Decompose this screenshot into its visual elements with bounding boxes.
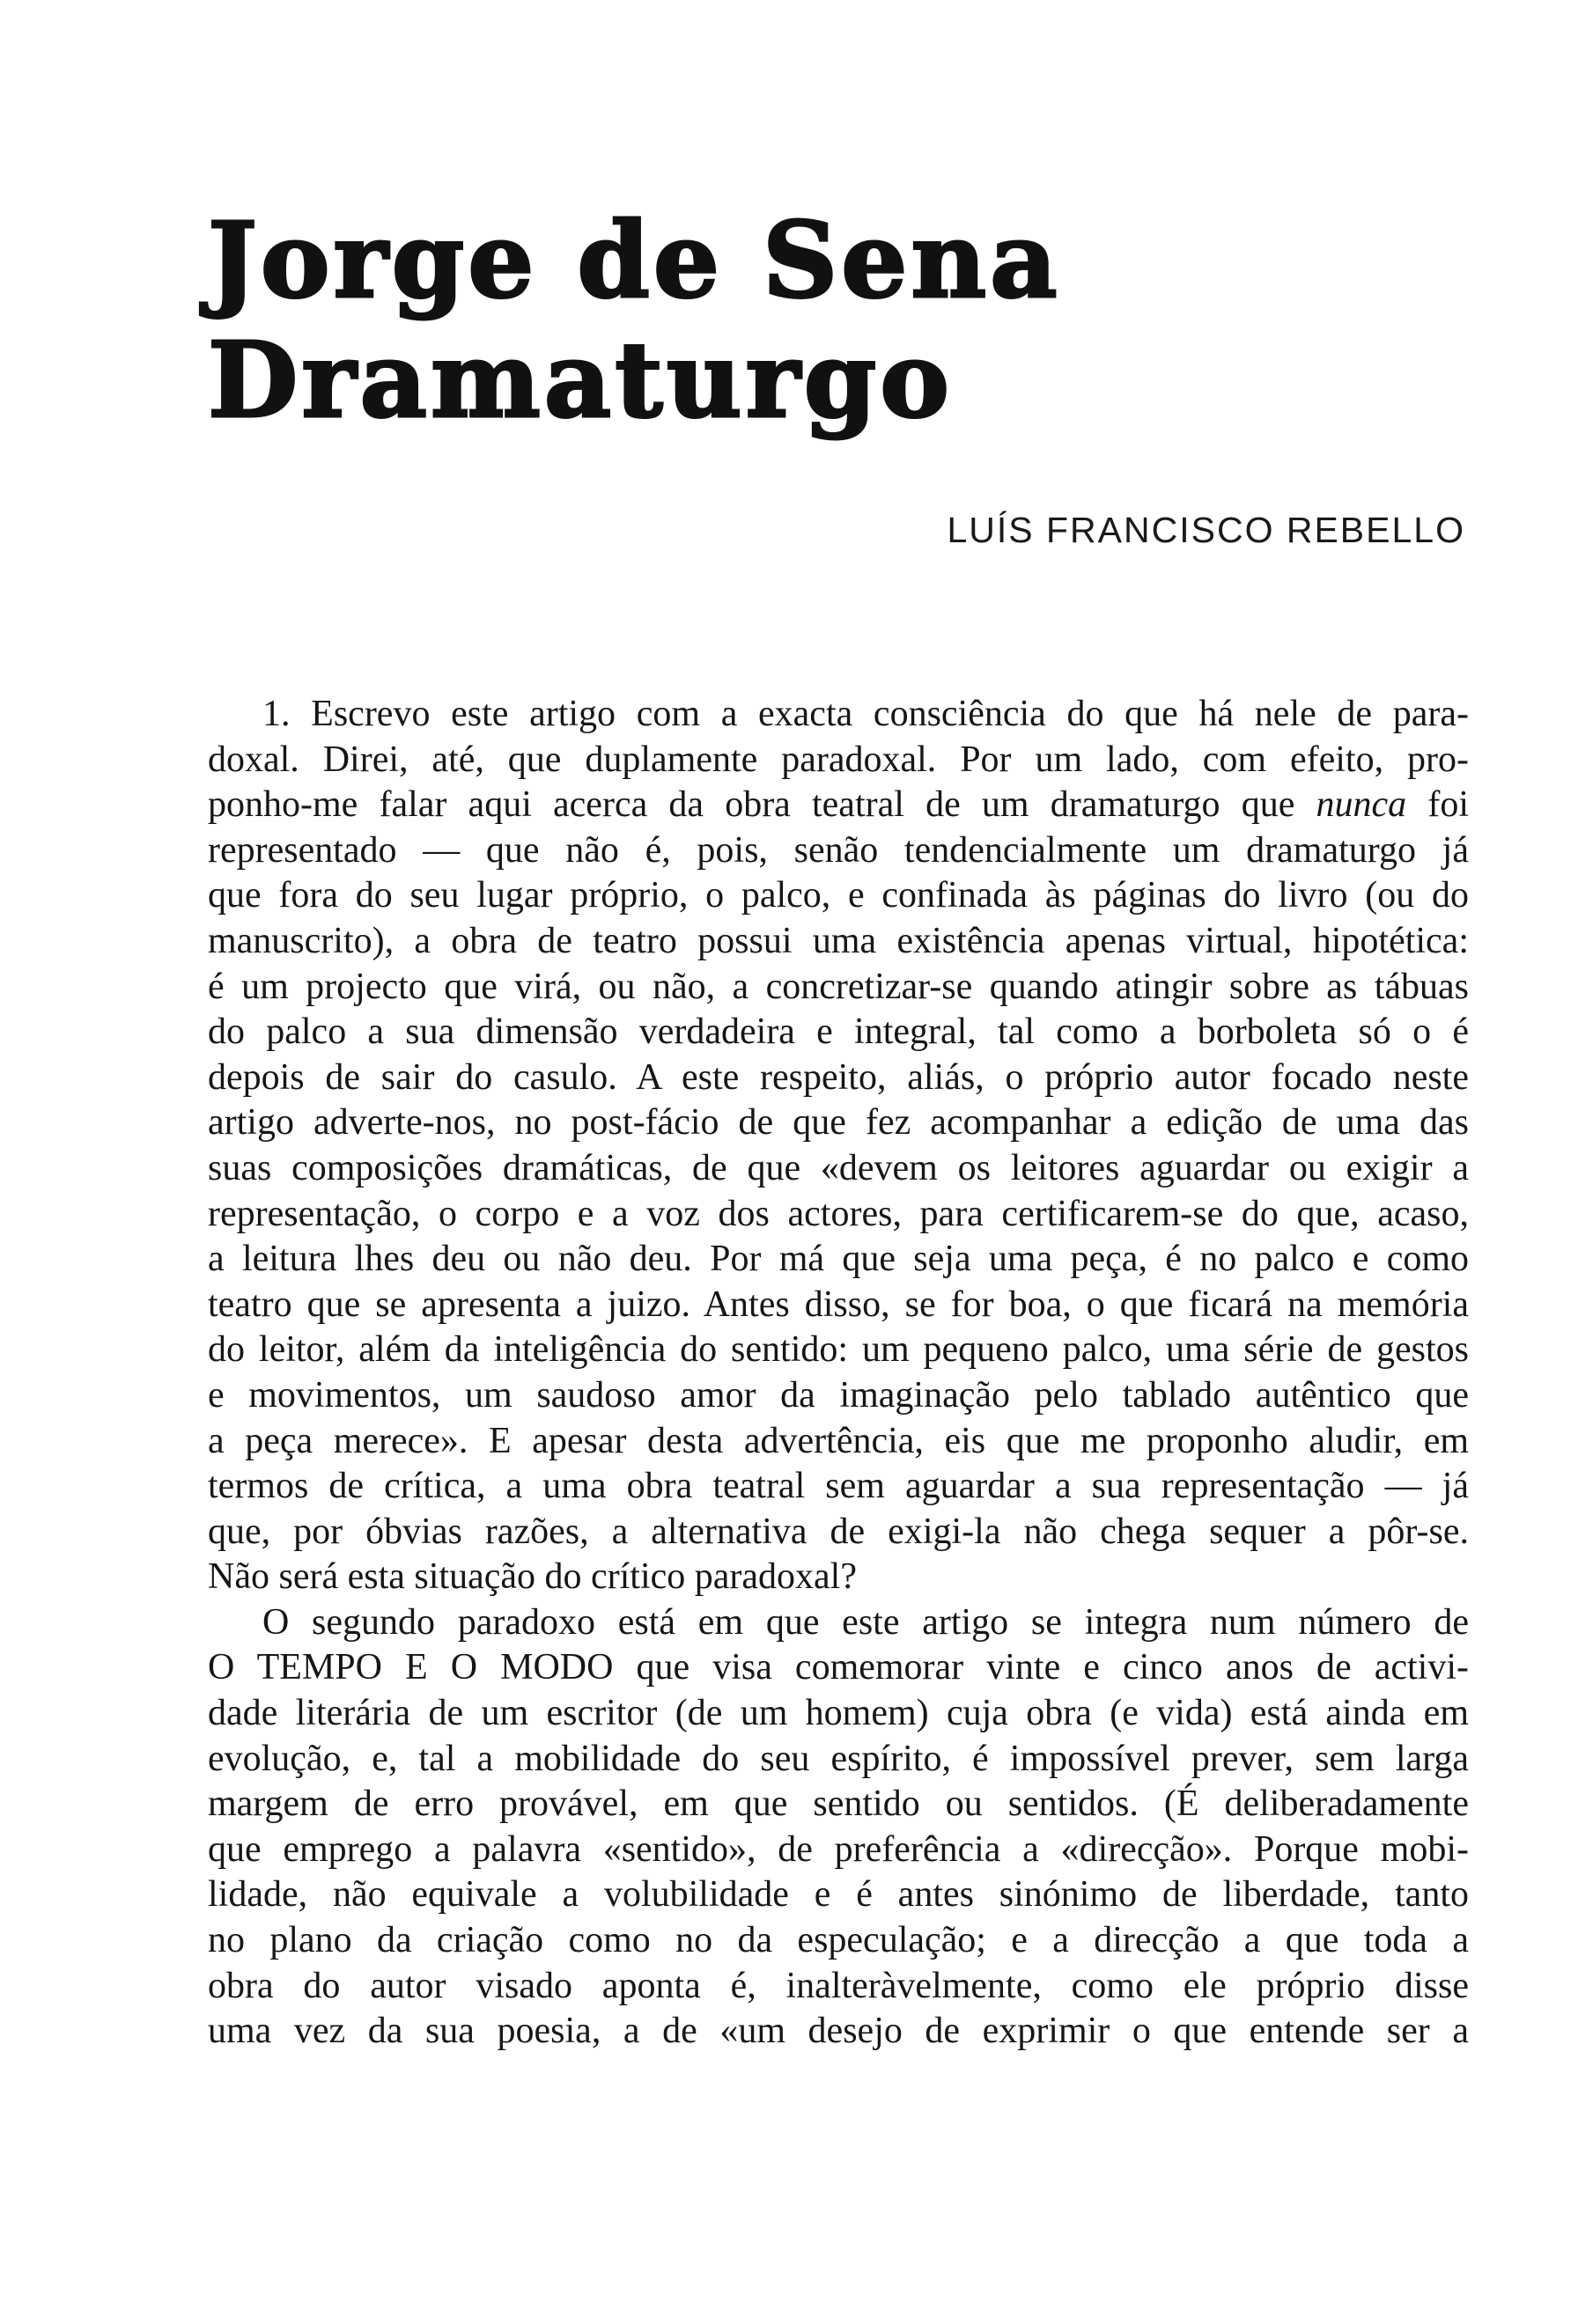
article-title-line-1: Jorge de Sena [208, 199, 1061, 321]
text-line: suas composições dramáticas, de que «devem os leitores aguardar ou exigir a [208, 1147, 1469, 1188]
article-author: LUÍS FRANCISCO REBELLO [947, 510, 1465, 550]
text-line: dade literária de um escritor (de um homem) cuja obra (e vida) está ainda em [208, 1693, 1469, 1734]
text-line: manuscrito), a obra de teatro possui uma existência apenas virtual, hipotética: [208, 920, 1469, 961]
text-line: a leitura lhes deu ou não deu. Por má que seja uma peça, é no palco e como [208, 1239, 1469, 1280]
text-line: que emprego a palavra «sentido», de preferência a «direcção». Porque mobi- [208, 1828, 1469, 1870]
text-line: representação, o corpo e a voz dos actores, para certificarem-se do que, acaso, [208, 1193, 1469, 1234]
text-line: do leitor, além da inteligência do sentido: um pequeno palco, uma série de gestos [208, 1329, 1469, 1371]
text-line: 1. Escrevo este artigo com a exacta consciência do que há nele de para- [262, 694, 1469, 734]
text-line: teatro que se apresenta a juizo. Antes disso, se for boa, o que ficará na memória [208, 1283, 1469, 1325]
article-body [208, 692, 1469, 2055]
paragraph-1 [208, 692, 1469, 1600]
text-line: artigo adverte-nos, no post-fácio de que fez acompanhar a edição de uma das [208, 1102, 1469, 1144]
article-title-line-2: Dramaturgo [208, 319, 953, 441]
paragraph-2 [208, 1600, 1469, 2055]
text-line: no plano da criação como no da especulação; e a direcção a que toda a [208, 1920, 1469, 1961]
text-line: que, por óbvias razões, a alternativa de exigi-la não chega sequer a pôr-se. [208, 1511, 1469, 1552]
text-line: evolução, e, tal a mobilidade do seu espírito, é impossível prever, sem larga [208, 1738, 1469, 1779]
text-line: que fora do seu lugar próprio, o palco, e confinada às páginas do livro (ou do [208, 875, 1469, 916]
article-title [208, 201, 1061, 440]
text-line: Não será esta situação do crítico paradoxal? [208, 1556, 857, 1598]
text-line: é um projecto que virá, ou não, a concretizar-se quando atingir sobre as tábuas [208, 966, 1469, 1007]
text-line: a peça merece». E apesar desta advertência, eis que me proponho aludir, em [208, 1420, 1469, 1461]
italic-word: nunca [1316, 784, 1407, 826]
text-line: obra do autor visado aponta é, inalteràvelmente, como ele próprio disse [208, 1965, 1469, 2006]
text-line: O segundo paradoxo está em que este artigo se integra num número de [262, 1601, 1469, 1643]
text-line: doxal. Direi, até, que duplamente paradoxal. Por um lado, com efeito, pro- [208, 739, 1469, 780]
text-line: margem de erro provável, em que sentido ou sentidos. (É deliberadamente [208, 1783, 1469, 1825]
text-line: O TEMPO E O MODO que visa comemorar vinte e cinco anos de activi- [208, 1647, 1469, 1688]
text-segment: ponho-me falar aqui acerca da obra teatral de um dramaturgo que [208, 784, 1295, 826]
text-line-with-italic [208, 783, 1469, 828]
text-line: depois de sair do casulo. A este respeito, aliás, o próprio autor focado neste [208, 1056, 1469, 1098]
text-line: e movimentos, um saudoso amor da imaginação pelo tablado autêntico que [208, 1374, 1469, 1416]
text-line: representado — que não é, pois, senão tendencialmente um dramaturgo já [208, 829, 1469, 871]
text-line: lidade, não equivale a volubilidade e é antes sinónimo de liberdade, tanto [208, 1874, 1469, 1916]
text-line: termos de crítica, a uma obra teatral sem aguardar a sua representação — já [208, 1466, 1469, 1507]
text-segment: foi [1427, 784, 1470, 826]
text-line: uma vez da sua poesia, a de «um desejo de exprimir o que entende ser a [208, 2011, 1469, 2052]
text-line: do palco a sua dimensão verdadeira e integral, tal como a borboleta só o é [208, 1011, 1469, 1053]
